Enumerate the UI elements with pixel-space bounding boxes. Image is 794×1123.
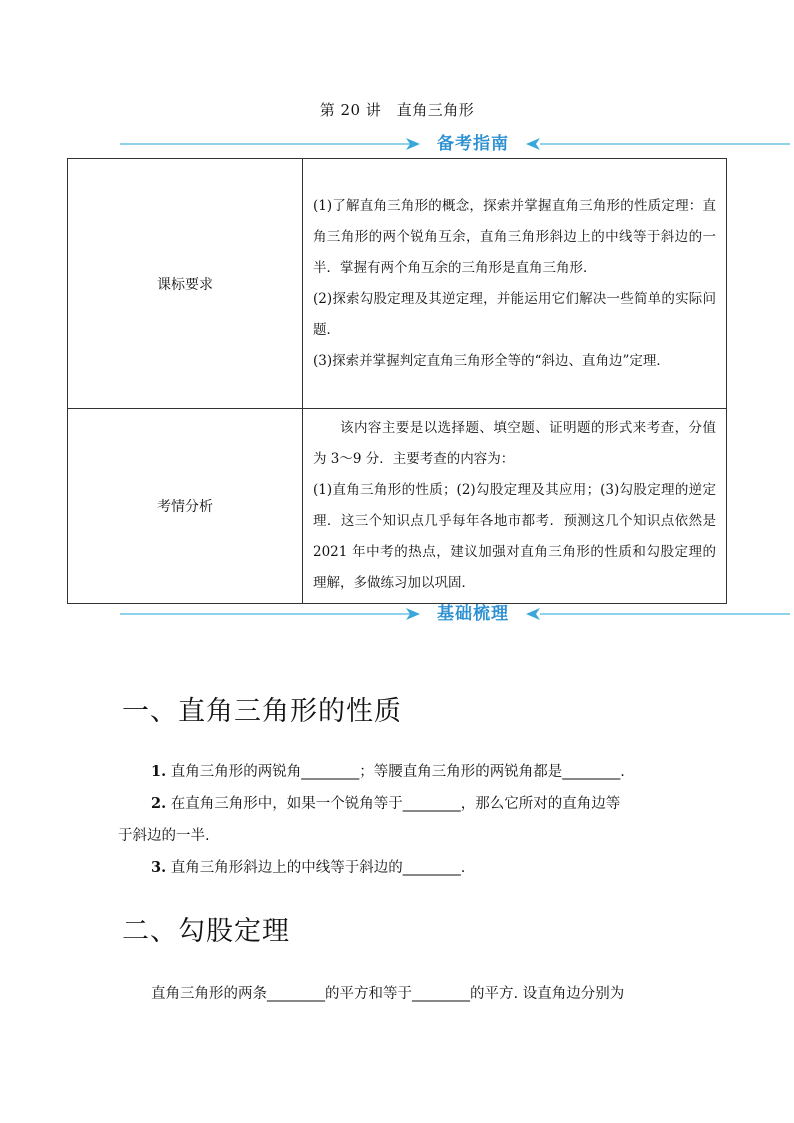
list-item (151, 760, 625, 781)
section-heading: 一、直角三角形的性质 (122, 696, 402, 727)
table-row (68, 409, 727, 604)
content-line: (3)探索并掌握判定直角三角形全等的“斜边、直角边”定理． (313, 352, 670, 369)
section-heading: 二、勾股定理 (122, 916, 290, 947)
item-text: 直角三角形斜边上的中线等于斜边的________. (166, 860, 466, 876)
item-number: 1. (151, 763, 167, 780)
content-line: (1)直角三角形的性质；(2)勾股定理及其应用；(3)勾股定理的逆定理．这三个知识点几乎每年各地市都考．预测这几个知识点依然是 2021 年中考的热点，建议加强对直角三角形的性质和勾股定理的理解，多做练习加以巩固． (313, 482, 716, 591)
row-content (303, 159, 727, 409)
row-label: 考情分析 (68, 409, 303, 604)
list-item (151, 792, 620, 813)
paragraph: 直角三角形的两条________的平方和等于________的平方. 设直角边分别为 (151, 986, 625, 1002)
content-line: (1)了解直角三角形的概念，探索并掌握直角三角形的性质定理：直角三角形的两个锐角互余，直角三角形斜边上的中线等于斜边的一半．掌握有两个角互余的三角形是直角三角形． (313, 197, 716, 276)
content-line: (2)探索勾股定理及其逆定理，并能运用它们解决一些简单的实际问题． (313, 290, 716, 338)
banner-label: 基础梳理 (437, 604, 509, 624)
table-row (68, 159, 727, 409)
item-text: 于斜边的一半. (118, 828, 210, 844)
banner-label: 备考指南 (437, 134, 509, 154)
list-item (118, 824, 210, 845)
section-banner-guide (0, 131, 794, 157)
item-text: 在直角三角形中，如果一个锐角等于________，那么它所对的直角边等 (166, 796, 621, 812)
item-number: 2. (151, 795, 167, 812)
content-line: 该内容主要是以选择题、填空题、证明题的形式来考查，分值为 3～9 分．主要考查的内容为： (313, 420, 716, 467)
item-text: 直角三角形的两锐角________；等腰直角三角形的两锐角都是________. (166, 764, 625, 780)
guide-table (67, 158, 727, 604)
list-item (151, 856, 465, 877)
section-banner-basics (0, 601, 794, 627)
page-title: 第 20 讲 直角三角形 (319, 101, 475, 119)
item-number: 3. (151, 859, 167, 876)
row-content (303, 409, 727, 604)
row-label: 课标要求 (68, 159, 303, 409)
